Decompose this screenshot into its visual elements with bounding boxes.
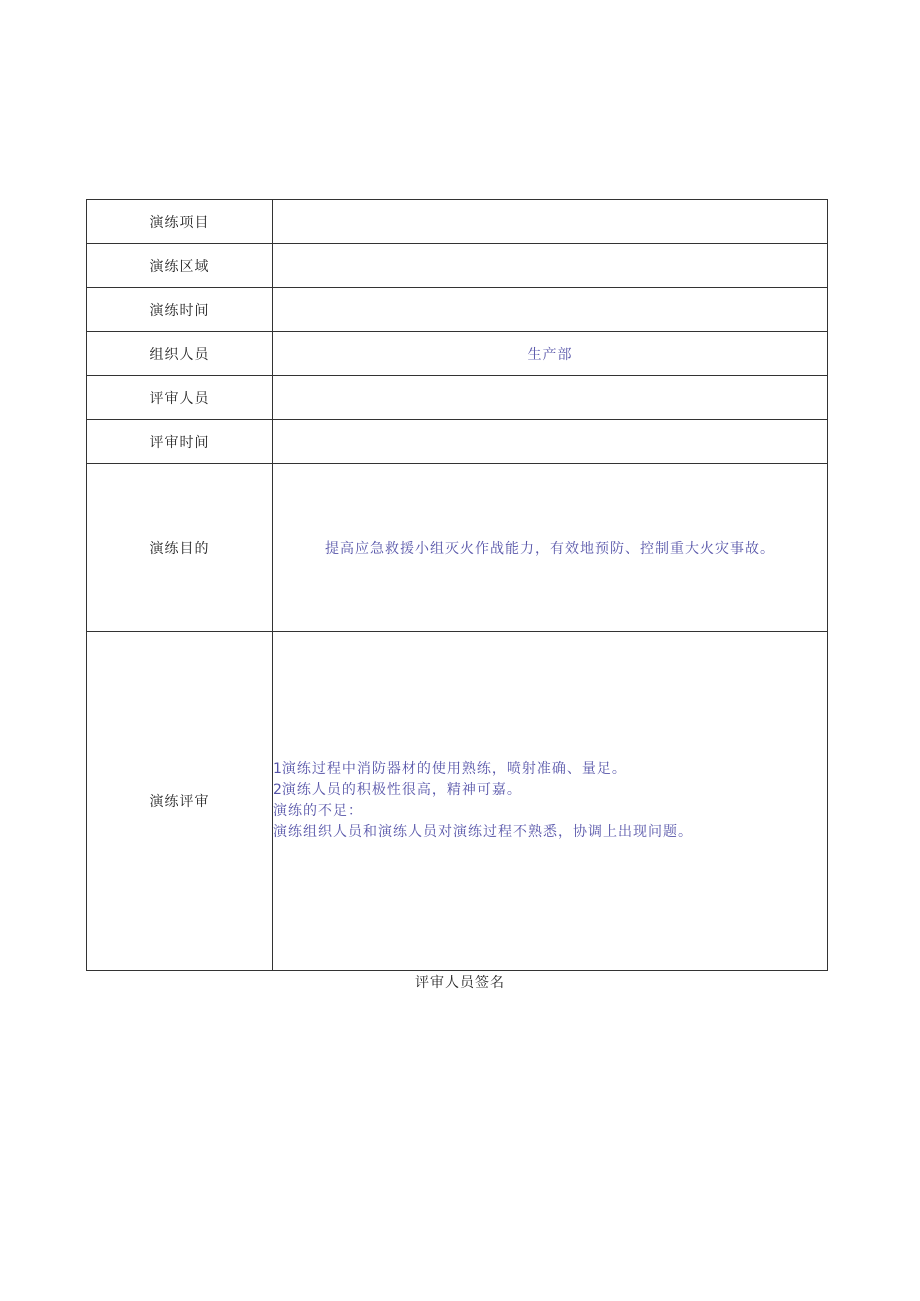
value-drill-area <box>273 244 828 288</box>
label-drill-project: 演练项目 <box>87 200 273 244</box>
reviewer-signature-label: 评审人员签名 <box>415 975 505 991</box>
label-drill-review: 演练评审 <box>87 632 273 971</box>
review-line-number: 2 <box>273 782 282 798</box>
value-drill-review <box>273 632 828 971</box>
label-drill-purpose: 演练目的 <box>87 464 273 632</box>
row-drill-review <box>87 632 828 971</box>
row-drill-time <box>87 288 828 332</box>
label-review-time: 评审时间 <box>87 420 273 464</box>
row-drill-project <box>87 200 828 244</box>
row-drill-area <box>87 244 828 288</box>
review-line <box>273 759 827 780</box>
review-line-number: 1 <box>273 761 282 777</box>
value-reviewers <box>273 376 828 420</box>
value-organizers: 生产部 <box>273 332 828 376</box>
row-organizers <box>87 332 828 376</box>
review-line-text: 演练过程中消防器材的使用熟练，喷射准确、量足。 <box>281 761 627 777</box>
review-line <box>273 801 827 822</box>
row-review-time <box>87 420 828 464</box>
label-drill-time: 演练时间 <box>87 288 273 332</box>
review-line-text: 演练组织人员和演练人员对演练过程不熟悉，协调上出现问题。 <box>273 824 693 840</box>
value-drill-time <box>273 288 828 332</box>
drill-evaluation-form <box>86 199 828 971</box>
review-line <box>273 822 827 843</box>
label-drill-area: 演练区域 <box>87 244 273 288</box>
value-drill-project <box>273 200 828 244</box>
review-line-text: 演练人员的积极性很高，精神可嘉。 <box>281 782 522 798</box>
row-drill-purpose <box>87 464 828 632</box>
review-line <box>273 780 827 801</box>
label-reviewers: 评审人员 <box>87 376 273 420</box>
value-review-time <box>273 420 828 464</box>
form-table <box>86 199 828 971</box>
value-drill-purpose: 提高应急救援小组灭火作战能力，有效地预防、控制重大火灾事故。 <box>273 464 828 632</box>
row-reviewers <box>87 376 828 420</box>
review-line-text: 演练的不足： <box>273 803 363 819</box>
label-organizers: 组织人员 <box>87 332 273 376</box>
